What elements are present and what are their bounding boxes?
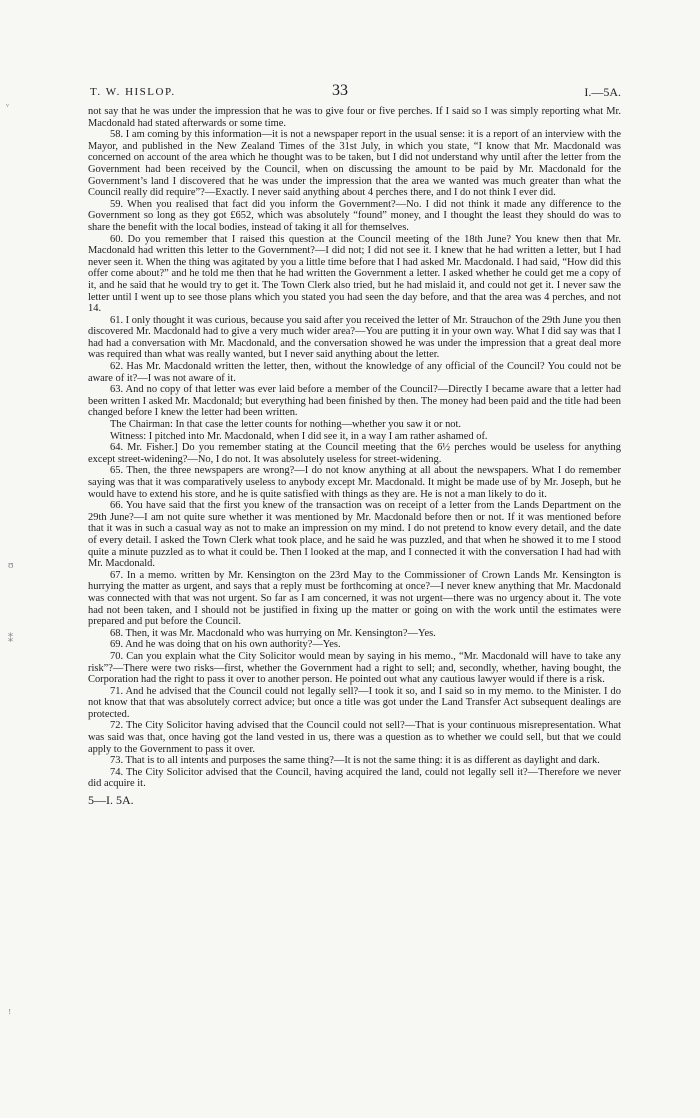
header-witness-name: T. W. HISLOP. xyxy=(90,86,176,98)
paragraph: 70. Can you explain what the City Solicitor would mean by saying in his memo., “Mr. Macdonald will have to take any risk”?—There were two risks—first, whether the Government had a right to sell; and, secondly, whether, having bought, the Corporation had the right to pass it over to another person. He pointed out what any cautious lawyer would if there is a risk. xyxy=(88,650,621,686)
document-page xyxy=(88,82,621,807)
paragraph: 74. The City Solicitor advised that the Council, having acquired the land, could not legally sell it?—Therefore we never did acquire it. xyxy=(88,766,621,790)
paragraph: 61. I only thought it was curious, because you said after you received the letter of Mr. Strauchon of the 29th June you then discovered Mr. Macdonald had to give a very much wider area?—You are putting it in your own way. What I did say was that I had had a conversation with Mr. Macdonald, and the conversation showed he was under the impression that a great deal more was required than what was really wanted, but I never said anything about the letter. xyxy=(88,314,621,361)
paragraph: 69. And he was doing that on his own authority?—Yes. xyxy=(110,639,341,651)
page-footer-signature: 5—I. 5A. xyxy=(88,793,134,808)
margin-mark: ʊ xyxy=(8,560,14,571)
paragraph: not say that he was under the impression that he was to give four or five perches. If I said so I was simply reporting what Mr. Macdonald had stated afterwards or some time. xyxy=(88,106,621,129)
page-number: 33 xyxy=(332,82,348,99)
margin-mark: ꜝ xyxy=(8,1010,12,1021)
document-body xyxy=(88,106,621,807)
paragraph: 67. In a memo. written by Mr. Kensington on the 23rd May to the Commissioner of Crown Lands Mr. Kensington is hurrying the matter as urgent, and says that a reply must be forthcoming at once?—I never knew anything that Mr. Macdonald was connected with that was not urgent. So far as I am concerned, it was not urgent—there was no urgency about it. The vote had not been taken, and I should not be justified in fixing up the matter or going on with the work until the estimates were prepared and put before the Council. xyxy=(88,569,621,628)
paragraph: 65. Then, the three newspapers are wrong?—I do not know anything at all about the newspapers. What I do remember saying was that it was comparatively useless to anybody except Mr. Macdonald. It might be made use of by Mr. Joseph, but he would have to extend his store, and he is quite satisfied with things as they are. He is not a man likely to do it. xyxy=(88,465,621,500)
paragraph: 58. I am coming by this information—it is not a newspaper report in the usual sense: it is a report of an interview with the Mayor, and published in the New Zealand Times of the 31st July, in which you state, “I know that Mr. Macdonald was concerned on account of the area which he thought was to be taken, but I did not understand why until after the letter from the Government had been received by the Council, when on discussing the amount to be paid by Mr. Macdonald for the Government’s land I discovered that he was under the impression that the area we wanted was much greater than what the Council really did require”?—Exactly. I never said anything about 4 perches there, and I do not think I ever did. xyxy=(88,129,621,199)
header-paper-ref: I.—5A. xyxy=(584,85,621,99)
paragraph: 63. And no copy of that letter was ever laid before a member of the Council?—Directly I became aware that a letter had been written I asked Mr. Macdonald; but everything had been finished by then. The money had been paid and the title had been changed before I knew the letter had been written. xyxy=(88,384,621,419)
paragraph: 73. That is to all intents and purposes the same thing?—It is not the same thing: it is as different as daylight and dark. xyxy=(110,755,600,767)
paragraph: 60. Do you remember that I raised this question at the Council meeting of the 18th June? You knew then that Mr. Macdonald had written this letter to the Government?—I did not; I did not see it. I knew that he had written a letter, but I had never seen it. When the thing was agitated by you a little time before that I had asked Mr. Macdonald. I had said, “How did this offer come about?” and he told me then that he had written the Government a letter. I asked whether he could get me a copy of it, and he said that he would try to get it. The Town Clerk also tried, but he had mislaid it, and could not get it. I never saw the letter until I went up to see those plans which you stated you had seen the day before, and that the area was 4 perches, and not 14. xyxy=(88,233,621,315)
paragraph: Witness: I pitched into Mr. Macdonald, when I did see it, in a way I am rather ashamed of. xyxy=(110,430,488,442)
paragraph: 71. And he advised that the Council could not legally sell?—I took it so, and I said so in my memo. to the Minister. I do not know that that was absolutely correct advice; but once a title was got under the Land Transfer Act subsequent dealings are protected. xyxy=(88,685,621,720)
paragraph: 66. You have said that the first you knew of the transaction was on receipt of a letter from the Lands Department on the 29th June?—I am not quite sure whether it was mentioned by Mr. Macdonald before then or not. If it was mentioned before that it was in such a casual way as not to make an impression on my mind. I do not pretend to know every detail, and the date of every detail. I asked the Town Clerk what took place, and he said he was puzzled, and that when he showed it to me I stood quite a minute puzzled as to what it could be. Then I looked at the map, and I connected it with the conversation I had had with Mr. Macdonald. xyxy=(88,500,621,570)
paragraph: The Chairman: In that case the letter counts for nothing—whether you saw it or not. xyxy=(110,419,462,431)
margin-mark: ⁑ xyxy=(8,634,13,645)
paragraph: 62. Has Mr. Macdonald written the letter, then, without the knowledge of any official of the Council? You could not be aware of it?—I was not aware of it. xyxy=(88,361,621,384)
margin-mark: ᵥ xyxy=(6,98,9,109)
paragraph: 68. Then, it was Mr. Macdonald who was hurrying on Mr. Kensington?—Yes. xyxy=(110,627,436,639)
paragraph: 72. The City Solicitor having advised that the Council could not sell?—That is your continuous misrepresentation. What was said was that, once having got the land vested in us, there was a question as to whether we could sell, but that we could apply to the Government to pass it over. xyxy=(88,720,621,755)
page-header xyxy=(88,82,621,102)
paragraph: 64. Mr. Fisher.] Do you remember stating at the Council meeting that the 6½ perches would be useless for anything except street-widening?—No, I do not. It was absolutely useless for street-widening. xyxy=(88,442,621,465)
paragraph: 59. When you realised that fact did you inform the Government?—No. I did not think it made any difference to the Government so long as they got £652, which was absolutely “found” money, and I thought the least they should do was to share the benefit with the local bodies, instead of taking it all for themselves. xyxy=(88,198,621,233)
